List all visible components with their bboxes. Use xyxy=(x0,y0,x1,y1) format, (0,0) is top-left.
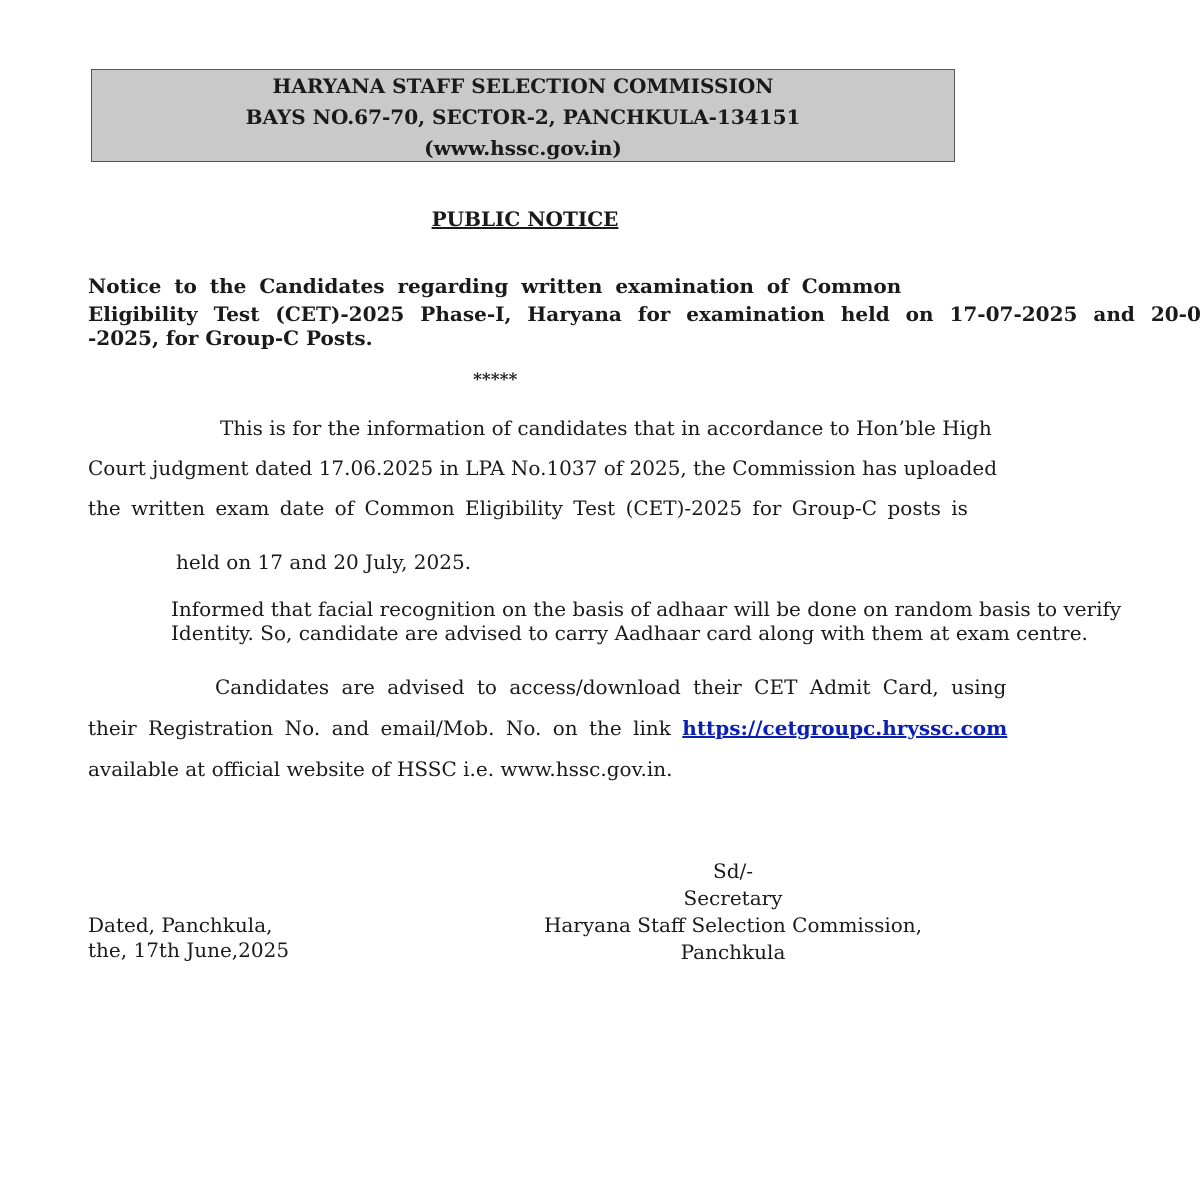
subject-line-1: Notice to the Candidates regarding written examination of Common xyxy=(88,274,902,298)
paragraph1-line-3: the written exam date of Common Eligibility Test (CET)-2025 for Group-C posts is xyxy=(88,496,968,520)
subject-line-3: -2025, for Group-C Posts. xyxy=(88,326,373,350)
paragraph3-line-2 xyxy=(88,716,1007,740)
subject-line-2: Eligibility Test (CET)-2025 Phase-I, Haryana for examination held on 17-07-2025 and 20-0 xyxy=(88,302,1201,326)
admit-card-link[interactable]: https://cetgroupc.hryssc.com xyxy=(682,716,1008,740)
dated-place: Dated, Panchkula, xyxy=(88,913,273,937)
paragraph1-line-2: Court judgment dated 17.06.2025 in LPA No.1037 of 2025, the Commission has uploaded xyxy=(88,456,998,480)
signature-designation: Secretary xyxy=(683,886,783,910)
signature-organization: Haryana Staff Selection Commission, xyxy=(543,913,923,937)
notice-subject xyxy=(88,272,1201,350)
paragraph1-line-1: This is for the information of candidates that in accordance to Hon’ble High xyxy=(220,416,992,440)
header-commission-name: HARYANA STAFF SELECTION COMMISSION xyxy=(272,74,774,98)
paragraph2-line-2: Identity. So, candidate are advised to carry Aadhaar card along with them at exam centre. xyxy=(171,621,1088,645)
header-address: BAYS NO.67-70, SECTOR-2, PANCHKULA-134151 xyxy=(245,105,801,129)
paragraph3-line-2-text: their Registration No. and email/Mob. No. on the link xyxy=(88,716,683,740)
notice-title: PUBLIC NOTICE xyxy=(431,207,619,231)
separator-stars: ***** xyxy=(473,370,518,390)
paragraph2-line-1: Informed that facial recognition on the basis of adhaar will be done on random basis to verify xyxy=(171,597,1122,621)
commission-header xyxy=(91,69,955,162)
paragraph2 xyxy=(171,597,1121,645)
paragraph3-line-1: Candidates are advised to access/download their CET Admit Card, using xyxy=(215,675,1007,699)
paragraph1-line-4: held on 17 and 20 July, 2025. xyxy=(176,550,472,574)
paragraph3-line-3: available at official website of HSSC i.e. www.hssc.gov.in. xyxy=(88,757,673,781)
signature-sd: Sd/- xyxy=(713,859,753,883)
signature-block xyxy=(533,858,933,966)
dated-date: the, 17th June,2025 xyxy=(88,938,290,962)
signature-place: Panchkula xyxy=(680,940,786,964)
header-website: (www.hssc.gov.in) xyxy=(424,136,622,160)
dated-block xyxy=(88,913,289,963)
